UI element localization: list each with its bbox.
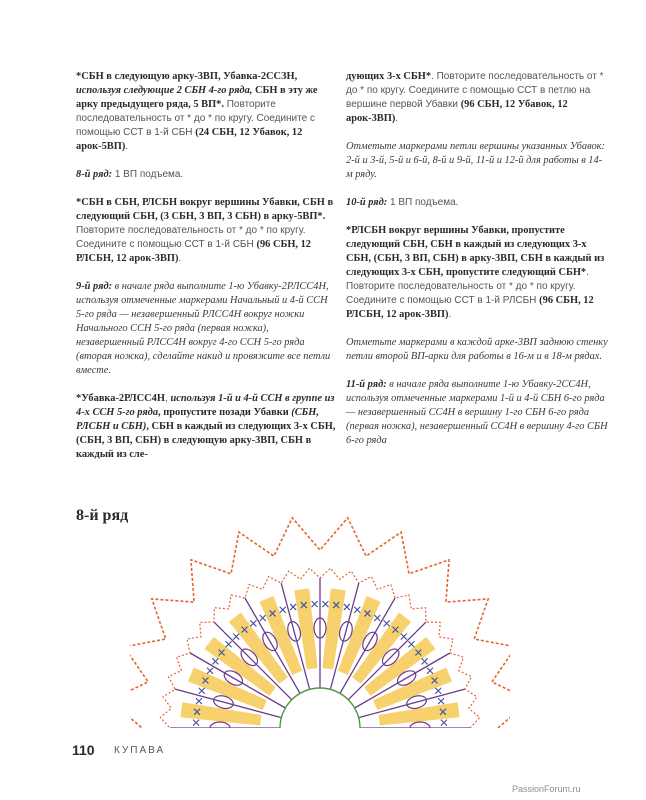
instruction-paragraph	[346, 378, 608, 448]
sc-x-mark	[207, 668, 213, 674]
sc-x-mark	[193, 720, 199, 726]
watermark: PassionForum.ru	[512, 784, 581, 794]
text-run: 11-й ряд:	[346, 379, 387, 390]
text-run: Отметьте маркерами петли вершины указанных Убавок: 2-й и 3-й, 5-й и 6-й, 8-й и 9-й, 11-й и 12-й для работы в 14-м ряду.	[346, 141, 605, 180]
instruction-paragraph	[76, 392, 336, 462]
right-text-column	[346, 70, 608, 462]
text-run: используя 1-й и 4-й ССН в группе из 4-х ССН 5-го ряда	[76, 393, 335, 418]
text-run: 1 ВП подъема.	[387, 197, 459, 208]
sc-x-mark	[322, 601, 328, 607]
sc-x-mark	[384, 620, 390, 626]
text-run: в начале ряда выполните 1-ю Убавку-2РЛСС4Н, используя отмеченные маркерами Начальный и 4-й ССН 5-го ряда — незавершенный РЛСС4Н вокруг ножки Начального ССН 5-го ряда (первая ножка), незавершенный РЛСС4Н вокруг 4-го ССН 5-го ряда (вторая ножка), сделайте накид и провяжите все петли вместе.	[76, 281, 331, 376]
sc-x-mark	[374, 615, 380, 621]
text-run: (96 СБН, 12 РЛСБН, 12 арок-3ВП)	[346, 295, 594, 320]
diagram-title: 8-й ряд	[76, 507, 129, 524]
instruction-paragraph	[346, 196, 608, 210]
sc-x-mark	[422, 658, 428, 664]
sc-x-mark	[280, 607, 286, 613]
instruction-paragraph	[76, 280, 336, 378]
text-run: (24 СБН, 12 Убавок, 12 арок-5ВП)	[76, 127, 303, 152]
sc-x-mark	[401, 634, 407, 640]
page-number: 110	[72, 742, 95, 758]
text-run: *СБН в следующую арку-3ВП, Убавка-2ССЗН,	[76, 71, 298, 82]
sc-x-mark	[199, 688, 205, 694]
sc-x-mark	[212, 658, 218, 664]
sc-x-mark	[260, 615, 266, 621]
text-run: (96 СБН, 12 Убавок, 12 арок-3ВП)	[346, 99, 568, 124]
left-text-column	[76, 70, 336, 476]
text-run: .	[125, 141, 129, 152]
text-run: дующих 3-х СБН*	[346, 71, 432, 82]
text-run: .	[448, 309, 452, 320]
sc-x-mark	[233, 634, 239, 640]
sc-x-mark	[435, 688, 441, 694]
text-run: (СБН, РЛСБН и СБН)	[76, 407, 319, 432]
text-run: в начале ряда выполните 1-ю Убавку-2СС4Н, используя отмеченные маркерами 1-й и 4-й СБН 6-го ряда — незавершенный СС4Н в вершину 1-го СБН 6-го ряда (первая ножка), незавершенный СС4Н в вершину 4-го СБН 6-го ряда	[346, 379, 608, 446]
text-run: 1 ВП подъема.	[112, 169, 184, 180]
sc-x-mark	[226, 641, 232, 647]
sc-x-mark	[438, 698, 444, 704]
sc-x-mark	[196, 698, 202, 704]
instruction-paragraph	[76, 168, 336, 182]
instruction-paragraph	[346, 140, 608, 182]
sc-x-mark	[290, 604, 296, 610]
text-run: ,	[164, 393, 171, 404]
text-run: .	[178, 253, 182, 264]
text-run: *Убавка-2РЛСС4Н	[76, 393, 165, 404]
sc-x-mark	[344, 604, 350, 610]
text-run: , пропустите позади Убавки	[158, 407, 292, 418]
sc-x-mark	[408, 641, 414, 647]
sc-x-mark	[312, 601, 318, 607]
text-run: СБН в эту же арку предыдущего ряда, 5 ВП*.	[76, 85, 318, 110]
instruction-paragraph	[346, 224, 608, 322]
center-ring	[280, 688, 360, 728]
text-run: Повторите последовательность от * до * по кругу. Соедините с помощью ССТ в 1-й СБН	[76, 225, 306, 250]
instruction-paragraph	[346, 336, 608, 364]
text-run: , СБН в каждый из следующих 3-х СБН, (СБН, 3 ВП, СБН) в следующую арку-3ВП, СБН в каждый из сле-	[76, 421, 336, 460]
sc-x-mark	[250, 620, 256, 626]
text-run: 10-й ряд:	[346, 197, 388, 208]
text-run: . Повторите последовательность от * до * по кругу. Соедините с помощью ССТ в 1-й РЛСБН	[346, 267, 589, 306]
text-run: (96 СБН, 12 РЛСБН, 12 арок-3ВП)	[76, 239, 311, 264]
instruction-paragraph	[76, 196, 336, 266]
sc-x-mark	[441, 720, 447, 726]
instruction-paragraph	[76, 70, 336, 154]
text-run: *РЛСБН вокруг вершины Убавки, пропустите следующий СБН, СБН в каждый из следующих 3-х СБН, (СБН, 3 ВП, СБН) в арку-3ВП, СБН в каждый из следующих 3-х СБН, пропустите следующий СБН*	[346, 225, 605, 278]
text-run: используя следующие 2 СБН 4-го ряда,	[76, 85, 255, 96]
text-run: Отметьте маркерами в каждой арке-3ВП заднюю стенку петли второй ВП-арки для работы в 16-м и в 18-м рядах.	[346, 337, 608, 362]
text-run: . Повторите последовательность от * до * по кругу. Соедините с помощью ССТ в петлю на вершине первой Убавки	[346, 71, 604, 110]
instruction-paragraph	[346, 70, 608, 126]
text-run: *СБН в СБН, РЛСБН вокруг вершины Убавки, СБН в следующий СБН, (3 СБН, 3 ВП, 3 СБН) в арку-5ВП*.	[76, 197, 334, 222]
sc-x-mark	[354, 607, 360, 613]
text-run: Повторите последовательность от * до * по кругу. Соедините с помощью ССТ в 1-й СБН	[76, 99, 315, 138]
sc-x-mark	[427, 668, 433, 674]
crochet-chart-diagram	[130, 510, 510, 728]
book-title: КУПАВА	[114, 745, 166, 756]
puff-stitch-symbol	[410, 722, 430, 728]
text-run: 8-й ряд:	[76, 169, 113, 180]
text-run: 9-й ряд:	[76, 281, 113, 292]
text-run: .	[395, 113, 399, 124]
puff-stitch-symbol	[210, 722, 230, 728]
